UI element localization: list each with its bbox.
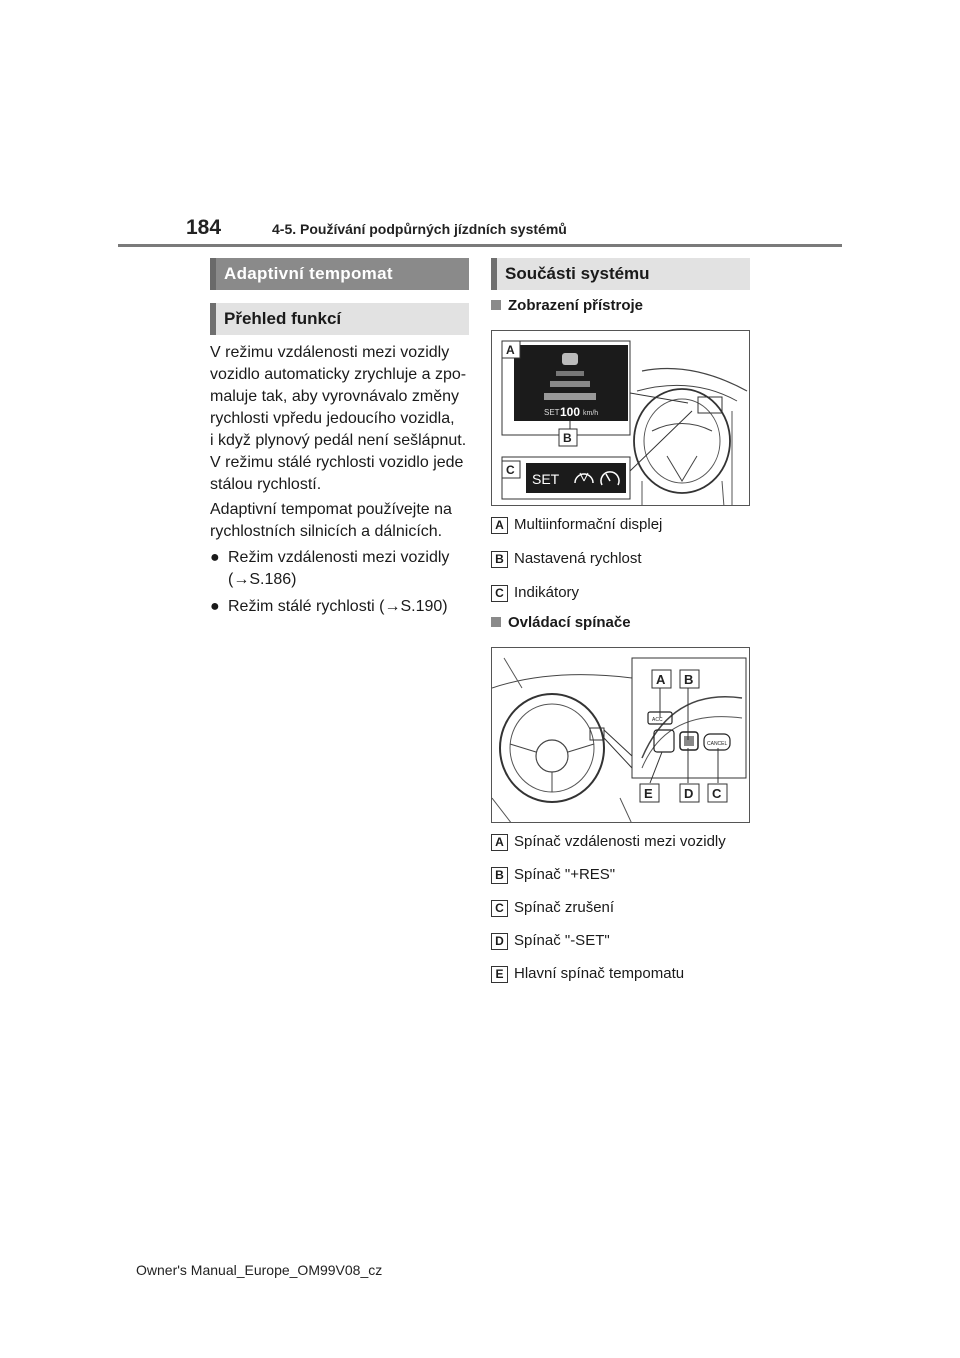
legend-text: Spínač "-SET" (514, 932, 610, 949)
control-switches-illustration (492, 648, 750, 823)
instrument-display-illustration (492, 331, 750, 506)
legend-item (491, 583, 751, 603)
switch-acc-text: ACC (652, 717, 663, 723)
page-number: 184 (186, 216, 222, 239)
legend-item (491, 515, 751, 535)
legend-item (491, 832, 751, 852)
legend-text: Spínač vzdálenosti mezi vozidly (514, 833, 726, 850)
text-line: vozidlo automaticky zrychluje a zpo- (210, 366, 467, 383)
header-rule (118, 244, 842, 247)
display-heading (491, 297, 643, 314)
legend-item (491, 931, 751, 951)
bullet-line: Režim vzdálenosti mezi vozidly (228, 549, 450, 566)
legend-text: Spínač zrušení (514, 899, 615, 916)
switches-heading (491, 614, 631, 631)
subsection-heading-text: Přehled funkcí (224, 309, 342, 328)
text-line: i když plynový pedál není sešlápnut. (210, 432, 467, 449)
subsection-heading-overview (210, 303, 469, 335)
indicator-set-text: SET (532, 471, 560, 487)
bullet-constant-speed (210, 596, 493, 618)
legend-item (491, 898, 751, 918)
usage-paragraph (210, 499, 475, 543)
callout-d: D (684, 786, 694, 801)
instrument-display-figure (491, 330, 750, 506)
square-bullet-icon (491, 617, 501, 627)
legend-item (491, 549, 751, 569)
bullet-line[interactable]: Režim stálé rychlosti (→S.190) (228, 598, 448, 615)
legend-text: Spínač "+RES" (514, 866, 616, 883)
legend-key: E (491, 966, 508, 983)
section-heading-adaptive-cruise (210, 258, 469, 290)
text-line: V režimu stálé rychlosti vozidlo jede (210, 454, 464, 471)
bullet-link[interactable]: (→S.186) (228, 571, 297, 588)
callout-b: B (684, 672, 694, 687)
legend-key: A (491, 834, 508, 851)
legend-key: D (491, 933, 508, 950)
text-line: maluje tak, aby vyrovnávalo změny (210, 388, 459, 405)
display-speed: 100 (560, 405, 581, 419)
switch-cancel-text: CANCEL (707, 741, 728, 747)
display-set-small: SET (544, 408, 560, 417)
intro-paragraph (210, 342, 475, 496)
callout-a: A (656, 672, 666, 687)
display-heading-text: Zobrazení přístroje (508, 297, 644, 314)
text-line: Adaptivní tempomat používejte na (210, 501, 452, 518)
legend-item (491, 964, 751, 984)
text-line: rychlostních silnicích a dálnicích. (210, 523, 443, 540)
square-bullet-icon (491, 300, 501, 310)
callout-b: B (563, 431, 572, 445)
legend-key: C (491, 585, 508, 602)
switches-legend (491, 832, 751, 984)
callout-c: C (506, 463, 515, 477)
callout-a: A (506, 343, 515, 357)
chapter-title: 4-5. Používání podpůrných jízdních systémů (272, 221, 567, 237)
control-switches-figure (491, 647, 750, 823)
text-line: V režimu vzdálenosti mezi vozidly (210, 344, 450, 361)
legend-text: Nastavená rychlost (514, 550, 642, 567)
switches-heading-text: Ovládací spínače (508, 614, 631, 631)
text-line: stálou rychlostí. (210, 476, 322, 493)
section-heading-components (491, 258, 750, 290)
legend-key: A (491, 517, 508, 534)
legend-key: B (491, 867, 508, 884)
display-legend (491, 515, 751, 603)
legend-text: Indikátory (514, 584, 580, 601)
legend-key: C (491, 900, 508, 917)
legend-key: B (491, 551, 508, 568)
callout-e: E (644, 786, 653, 801)
section-heading-text: Součásti systému (505, 264, 650, 283)
footer-manual-id: Owner's Manual_Europe_OM99V08_cz (136, 1262, 383, 1278)
text-line: rychlosti vpředu jedoucího vozidla, (210, 410, 455, 427)
callout-c: C (712, 786, 722, 801)
bullet-dot: ● (210, 598, 220, 615)
legend-text: Hlavní spínač tempomatu (514, 965, 685, 982)
legend-item (491, 865, 751, 885)
display-unit: km/h (583, 410, 599, 417)
section-heading-text: Adaptivní tempomat (224, 264, 393, 283)
bullet-dot: ● (210, 549, 220, 566)
legend-text: Multiinformační displej (514, 516, 663, 533)
bullet-distance-mode (210, 547, 493, 591)
